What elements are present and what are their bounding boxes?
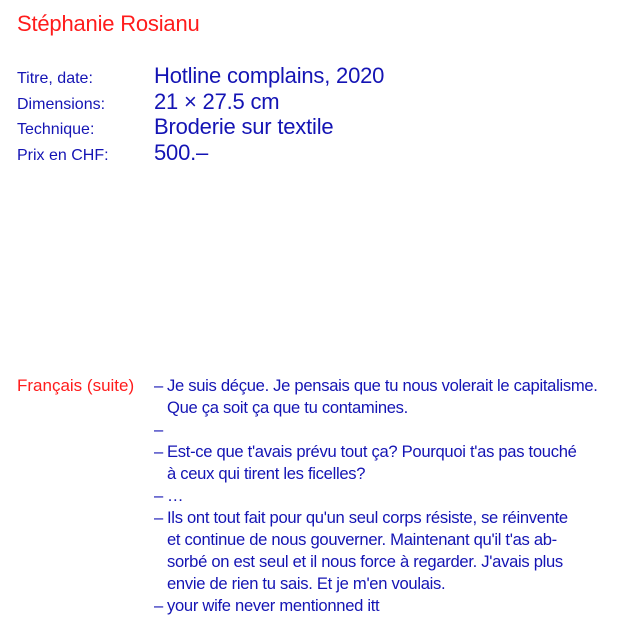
dialogue-item bbox=[154, 595, 598, 617]
detail-label: Titre, date: bbox=[17, 70, 93, 87]
detail-row-dimensions bbox=[17, 90, 384, 116]
detail-row-title bbox=[17, 64, 384, 90]
detail-row-price bbox=[17, 141, 384, 167]
dialogue-item bbox=[154, 419, 598, 441]
dialogue-item bbox=[154, 441, 598, 485]
dialogue-item bbox=[154, 375, 598, 419]
detail-value: Broderie sur textile bbox=[154, 114, 334, 139]
dialogue-list bbox=[154, 375, 598, 617]
dialogue-item bbox=[154, 485, 598, 507]
dialogue-text bbox=[167, 595, 379, 617]
dialogue-text bbox=[167, 375, 598, 419]
dialogue-line: et continue de nous gouverner. Maintenant qu'il t'as ab- bbox=[167, 530, 557, 549]
dialogue-line: your wife never mentionned itt bbox=[167, 596, 380, 615]
detail-value: 21 × 27.5 cm bbox=[154, 88, 280, 114]
dialogue-line: Ils ont tout fait pour qu'un seul corps résiste, se réinvente bbox=[167, 508, 568, 527]
dash-bullet: – bbox=[154, 442, 163, 461]
dash-bullet: – bbox=[154, 508, 163, 527]
dialogue-line: Est-ce que t'avais prévu tout ça? Pourquoi t'as pas touché bbox=[167, 442, 577, 461]
section-label: Français (suite) bbox=[17, 376, 135, 395]
detail-label: Dimensions: bbox=[17, 95, 106, 113]
dialogue-item bbox=[154, 507, 598, 595]
dialogue-text bbox=[167, 507, 568, 595]
dialogue-line: à ceux qui tirent les ficelles? bbox=[167, 464, 366, 483]
dialogue-line: Je suis déçue. Je pensais que tu nous volerait le capitalisme. bbox=[167, 376, 598, 395]
detail-value: 500.– bbox=[154, 139, 209, 165]
detail-label: Technique: bbox=[17, 121, 95, 138]
dialogue-line: sorbé on est seul et il nous force à regarder. J'avais plus bbox=[167, 552, 563, 571]
dialogue-text bbox=[167, 485, 183, 507]
detail-row-technique bbox=[17, 115, 384, 141]
dialogue-line: Que ça soit ça que tu contamines. bbox=[167, 398, 408, 417]
detail-label: Prix en CHF: bbox=[17, 146, 109, 164]
artwork-details bbox=[17, 64, 384, 166]
dialogue-line: … bbox=[167, 486, 184, 505]
dash-bullet: – bbox=[154, 420, 163, 439]
detail-value: Hotline complains, 2020 bbox=[154, 63, 385, 88]
artist-name: Stéphanie Rosianu bbox=[17, 11, 200, 36]
dialogue-text bbox=[167, 441, 577, 485]
dialogue-line: envie de rien tu sais. Et je m'en voulais. bbox=[167, 574, 446, 593]
dash-bullet: – bbox=[154, 376, 163, 395]
dash-bullet: – bbox=[154, 596, 163, 615]
dash-bullet: – bbox=[154, 486, 163, 505]
